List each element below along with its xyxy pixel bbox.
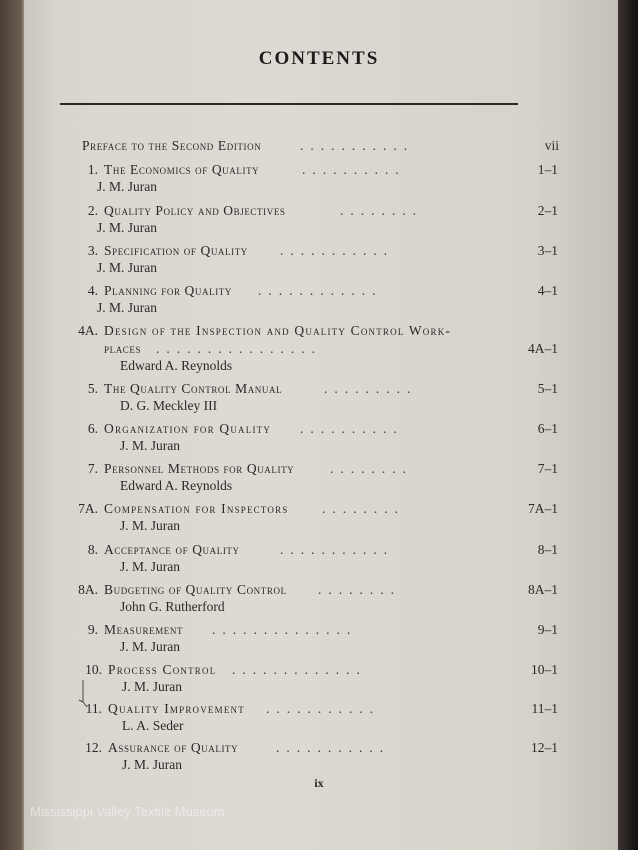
toc-author: Edward A. Reynolds [120,358,233,373]
toc-title: Acceptance of Quality [104,542,240,557]
toc-author: J. M. Juran [120,518,180,533]
toc-number: 7. [87,461,98,476]
dot-leader: ........ [318,582,401,597]
toc-title: The Economics of Quality [104,162,260,177]
dot-leader: ............. [232,662,367,677]
dot-leader: ........... [280,243,395,258]
toc-author: Edward A. Reynolds [120,478,233,493]
dot-leader: ......... [324,381,418,396]
book-spine [0,0,22,850]
toc-page: 10–1 [531,662,558,677]
page-number: ix [314,776,324,790]
dot-leader: .......... [302,162,406,177]
toc-number: 4. [87,283,98,298]
dot-leader: .............. [212,622,358,637]
toc-author: J. M. Juran [97,220,157,235]
toc-author: J. M. Juran [120,559,180,574]
toc-page: 3–1 [537,243,558,258]
toc-page: 4A–1 [528,341,558,356]
toc-page: 11–1 [531,701,558,716]
dot-leader: ........ [330,461,413,476]
toc-title: Quality Improvement [108,701,245,716]
toc-title: Process Control [108,662,217,677]
toc-page: 1–1 [537,162,558,177]
dot-leader: ................ [156,341,322,356]
toc-page: 2–1 [537,203,558,218]
page-edge [618,0,638,850]
toc-page: vii [544,138,559,153]
toc-title: Preface to the Second Edition [82,138,262,153]
toc-number: 9. [87,622,98,637]
toc-author: D. G. Meckley III [120,398,218,413]
toc-number: 11. [85,701,102,716]
toc-author: J. M. Juran [97,179,157,194]
toc-author: J. M. Juran [120,639,180,654]
toc-author: J. M. Juran [120,438,180,453]
toc-number: 12. [85,740,102,755]
toc-title: Design of the Inspection and Quality Control Work- [104,323,452,338]
toc-number: 10. [85,662,102,677]
dot-leader: ........ [340,203,423,218]
toc-title: Organization for Quality [104,421,272,436]
toc-title: Budgeting of Quality Control [104,582,287,597]
toc-author: John G. Rutherford [120,599,225,614]
pencil-checkmark-icon [78,680,88,708]
toc-page: 8–1 [537,542,558,557]
page-title: CONTENTS [258,48,380,69]
toc-number: 8A. [78,582,98,597]
toc-number: 1. [87,162,98,177]
toc-number: 5. [87,381,98,396]
watermark: Mississippi Valley Textile Museum [30,804,225,819]
toc-title: Assurance of Quality [108,740,239,755]
toc-author: J. M. Juran [97,260,157,275]
toc-page: 9–1 [537,622,558,637]
toc-author: L. A. Seder [122,718,184,733]
toc-title: The Quality Control Manual [104,381,283,396]
dot-leader: ........... [280,542,395,557]
dot-leader: ........ [322,501,405,516]
toc-author: J. M. Juran [122,757,182,772]
toc-page: 4–1 [537,283,558,298]
toc-page: 8A–1 [528,582,558,597]
toc-title-continued: places [104,341,142,356]
dot-leader: ............ [258,283,383,298]
title-rule [60,103,518,105]
toc-page: 7–1 [537,461,558,476]
toc-title: Quality Policy and Objectives [104,203,286,218]
toc-title: Specification of Quality [104,243,248,258]
toc-number: 3. [87,243,98,258]
dot-leader: ........... [266,701,381,716]
toc-number: 2. [87,203,98,218]
toc-author: J. M. Juran [122,679,182,694]
dot-leader: ........... [300,138,415,153]
toc-title: Planning for Quality [104,283,232,298]
toc-number: 8. [87,542,98,557]
toc-page: 12–1 [531,740,558,755]
toc-title: Personnel Methods for Quality [104,461,295,476]
toc-number: 6. [87,421,98,436]
dot-leader: .......... [300,421,404,436]
toc-number: 4A. [78,323,98,338]
toc-page: 6–1 [537,421,558,436]
toc-author: J. M. Juran [97,300,157,315]
toc-page: 7A–1 [528,501,558,516]
dot-leader: ........... [276,740,391,755]
toc-number: 7A. [78,501,98,516]
toc-page: 5–1 [537,381,558,396]
toc-title: Measurement [104,622,184,637]
toc-title: Compensation for Inspectors [104,501,289,516]
